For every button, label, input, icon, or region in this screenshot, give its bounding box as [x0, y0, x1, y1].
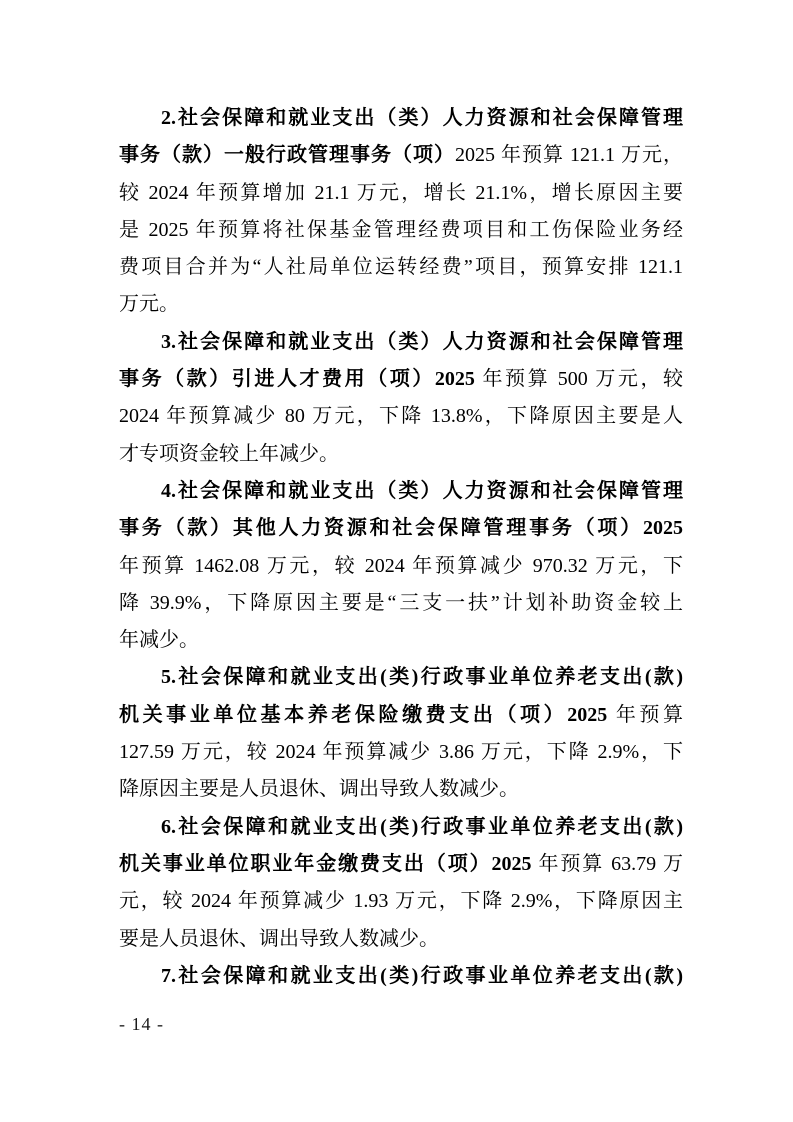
paragraph-line [119, 473, 683, 510]
body-text: 年减少。 [119, 629, 199, 652]
paragraph-line [119, 137, 683, 174]
bold-text: 3.社会保障和就业支出（类）人力资源和社会保障管理 [161, 330, 683, 353]
paragraph-line [119, 734, 683, 771]
bold-text: 2.社会保障和就业支出（类）人力资源和社会保障管理 [161, 107, 683, 129]
bold-text: 7.社会保障和就业支出(类)行政事业单位养老支出(款) [161, 964, 683, 987]
body-text: 较 2024 年预算增加 21.1 万元，增长 21.1%，增长原因主要 [119, 181, 683, 204]
body-text: 年预算 63.79 万 [531, 852, 683, 875]
paragraph-line [119, 921, 683, 958]
bold-text: 事务（款）引进人才费用（项）2025 [119, 368, 475, 391]
paragraph-line [119, 809, 683, 846]
body-text: 万元。 [119, 293, 179, 316]
paragraph-line [119, 771, 683, 808]
paragraph-5 [119, 659, 683, 808]
paragraph-line [119, 249, 683, 286]
bold-text: 事务（款）一般行政管理事务（项） [119, 144, 455, 167]
bold-text: 机关事业单位基本养老保险缴费支出（项）2025 [119, 703, 608, 726]
body-text: 年预算 [607, 703, 683, 726]
body-text: 元，较 2024 年预算减少 1.93 万元，下降 2.9%，下降原因主 [119, 890, 683, 913]
paragraph-line [119, 361, 683, 398]
paragraph-line [119, 622, 683, 659]
body-text: 年预算 1462.08 万元，较 2024 年预算减少 970.32 万元，下 [119, 554, 683, 577]
paragraph-line [119, 585, 683, 622]
bold-text: 机关事业单位职业年金缴费支出（项）2025 [119, 852, 532, 875]
body-text: 费项目合并为“人社局单位运转经费”项目，预算安排 121.1 [119, 256, 683, 279]
body-text: 是 2025 年预算将社保基金管理经费项目和工伤保险业务经 [119, 218, 683, 241]
paragraph-line [119, 100, 683, 137]
paragraph-6 [119, 809, 683, 958]
body-text: 2025 年预算 121.1 万元， [455, 144, 683, 167]
paragraph-line [119, 436, 683, 473]
paragraph-line [119, 958, 683, 995]
bold-text: 6.社会保障和就业支出(类)行政事业单位养老支出(款) [161, 815, 683, 838]
page-number: - 14 - [119, 1014, 164, 1034]
paragraph-line [119, 697, 683, 734]
paragraph-line [119, 846, 683, 883]
bold-text: 事务（款）其他人力资源和社会保障管理事务（项）2025 [119, 517, 683, 540]
paragraph-line [119, 324, 683, 361]
paragraph-7 [119, 958, 683, 995]
body-text: 要是人员退休、调出导致人数减少。 [119, 927, 439, 950]
body-text: 127.59 万元，较 2024 年预算减少 3.86 万元，下降 2.9%，下 [119, 741, 683, 764]
paragraph-2 [119, 100, 683, 324]
body-text: 才专项资金较上年减少。 [119, 442, 339, 465]
body-text: 年预算 500 万元，较 [474, 368, 683, 391]
bold-text: 5.社会保障和就业支出(类)行政事业单位养老支出(款) [161, 666, 683, 689]
body-text: 降 39.9%，下降原因主要是“三支一扶”计划补助资金较上 [119, 591, 683, 614]
paragraph-line [119, 548, 683, 585]
paragraph-line [119, 398, 683, 435]
paragraph-3 [119, 324, 683, 473]
paragraph-line [119, 286, 683, 323]
body-text: 降原因主要是人员退休、调出导致人数减少。 [119, 778, 519, 801]
paragraph-line [119, 883, 683, 920]
paragraph-line [119, 175, 683, 212]
text-block [119, 100, 683, 995]
bold-text: 4.社会保障和就业支出（类）人力资源和社会保障管理 [161, 479, 683, 502]
paragraph-4 [119, 473, 683, 659]
paragraph-line [119, 659, 683, 696]
paragraph-line [119, 510, 683, 547]
body-text: 2024 年预算减少 80 万元，下降 13.8%，下降原因主要是人 [119, 405, 683, 428]
paragraph-line [119, 212, 683, 249]
